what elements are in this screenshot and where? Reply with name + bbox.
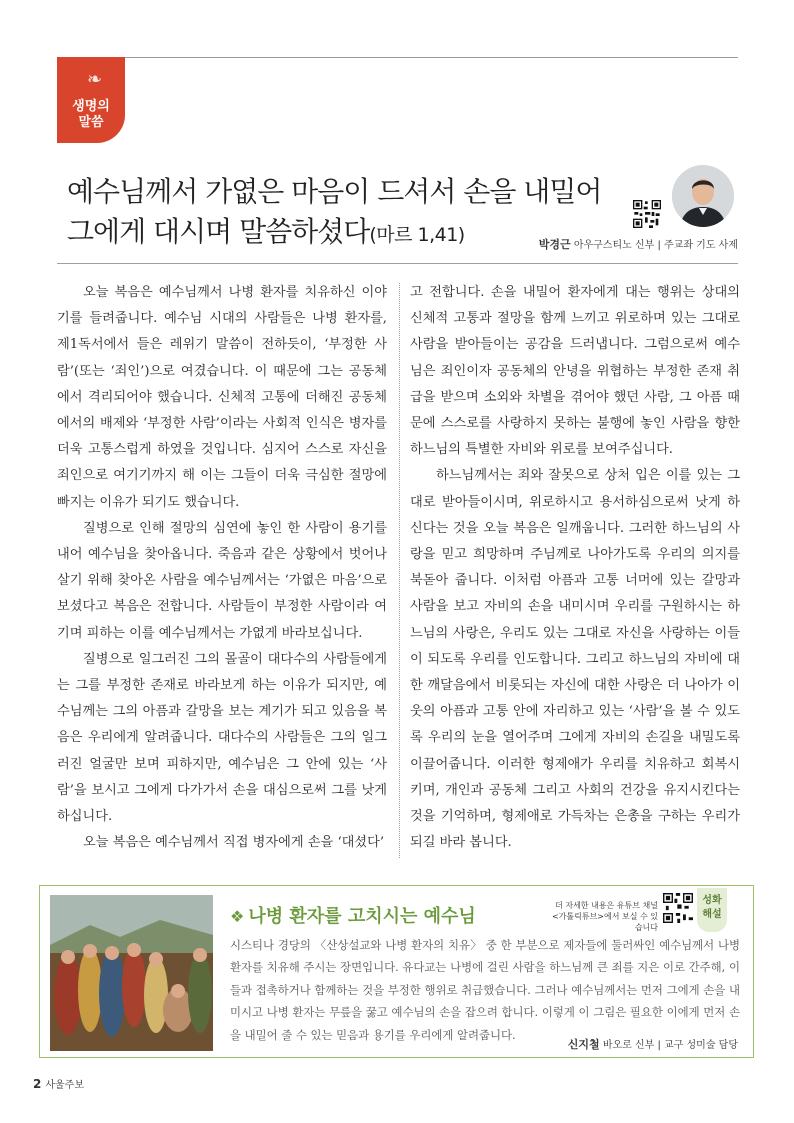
author-title: 아우구스티노 신부 | 주교좌 기도 사제	[573, 240, 738, 251]
article-column-right	[410, 280, 740, 856]
palette-icon: ❖	[230, 907, 245, 926]
youtube-note-line2: <가톨릭튜브>에서 보실 수 있습니다	[551, 912, 658, 932]
sidebar-title	[230, 902, 476, 928]
author-photo	[672, 165, 734, 227]
youtube-qr-code-icon[interactable]	[663, 893, 693, 923]
title-line-2-text: 그에게 대시며 말씀하셨다	[67, 215, 370, 248]
page-number: 2	[33, 1077, 42, 1091]
sidebar-author-title: 바오로 신부 | 교구 성미술 담당	[602, 1040, 738, 1051]
publication-name: 사울주보	[45, 1080, 84, 1091]
header-rule	[57, 263, 738, 264]
top-rule	[57, 57, 738, 58]
paragraph: 하느님께서는 죄와 잘못으로 상처 입은 이를 있는 그대로 받아들이시며, 위로하시고 용서하심으로써 낫게 하신다는 것을 오늘 복음은 일깨웁니다. 그러한 하느님의 사랑을 믿고 희망하며 주님께로 나아가도록 우리의 의지를 북돋아 줍니다. 이처럼 아픔과 고통 너머에 있는 갈망과 사람을 보고 자비의 손을 내미시며 우리를 구원하시는 하느님의 사랑은, 우리도 있는 그대로 자신을 사랑하는 이들이 되도록 우리를 인도합니다. 그리고 하느님의 자비에 대한 깨달음에서 비롯되는 자신에 대한 사랑은 더 나아가 이웃의 아픔과 고통 안에 자리하고 있는 ‘사람’을 볼 수 있도록 우리의 눈을 열어주며 그에게 자비의 손길을 내밀도록 이끌어줍니다. 이러한 형제애가 우리를 치유하고 회복시키며, 개인과 공동체 그리고 사회의 건강을 유지시킨다는 것을 기억하며, 형제애로 가득차는 은총을 구하는 우리가 되길 바라 봅니다.	[410, 468, 740, 851]
article-column-left	[57, 280, 387, 856]
title-line-1: 예수님께서 가엾은 마음이 드셔서 손을 내밀어	[67, 175, 602, 208]
column-divider	[399, 283, 400, 858]
paragraph-continued: 고 전합니다. 손을 내밀어 환자에게 대는 행위는 상대의 신체적 고통과 절망을 함께 느끼고 위로하며 있는 그대로 사람을 받아들이는 공감을 드러냅니다. 그럼으로써 예수님은 죄인이자 공동체의 안녕을 위협하는 부정한 존재 취급을 받으며 소외와 차별을 겪어야 했던 사람, 그 아픔 때문에 스스로를 사랑하지 못하는 불행에 놓인 사람을 향한 하느님의 특별한 자비와 위로를 보여주십니다.	[410, 285, 740, 458]
paragraph: 오늘 복음은 예수님께서 나병 환자를 치유하신 이야기를 들려줍니다. 예수님 시대의 사람들은 나병 환자를, 제1독서에서 들은 레위기 말씀이 전하듯이, ‘부정한 사람’(또는 ‘죄인’)으로 여겼습니다. 이 때문에 그는 공동체에서 격리되어야 했습니다. 신체적 고통에 더해진 공동체에서의 배제와 ‘부정한 사람’이라는 사회적 인식은 병자를 더욱 고통스럽게 하였을 것입니다. 심지어 스스로 자신을 죄인으로 여기기까지 해 이는 그들이 더욱 극심한 절망에 빠지는 이유가 되기도 했습니다.	[57, 285, 387, 510]
badge-line1: 성화	[702, 895, 722, 906]
author-name: 박경근	[538, 238, 571, 251]
sidebar-text: 시스티나 경당의 〈산상설교와 나병 환자의 치유〉 중 한 부분으로 제자들에 둘러싸인 예수님께서 나병 환자를 치유해 주시는 장면입니다. 유다교는 나병에 걸린 사람을 하느님께 큰 죄를 지은 이로 간주해, 이들과 접촉하거나 함께하는 것을 부정한 행위로 취급했습니다. 그러나 예수님께서는 먼저 그에게 손을 내미시고 나병 환자는 무릎을 꿇고 예수님의 손을 잡으려 합니다. 이렇게 이 그림은 필요한 이에게 먼저 손을 내밀어 줄 수 있는 믿음과 용기를 우리에게 알려줍니다.	[230, 938, 740, 1042]
dove-icon: ❧	[87, 69, 103, 90]
badge-line2: 해설	[702, 909, 722, 920]
sidebar-title-text: 나병 환자를 고치시는 예수님	[248, 906, 476, 927]
paragraph: 질병으로 인해 절망의 심연에 놓인 한 사람이 용기를 내어 예수님을 찾아옵니다. 죽음과 같은 상황에서 벗어나 살기 위해 찾아온 사람을 예수님께서는 ‘가엾은 마음’으로 보셨다고 복음은 전합니다. 사람들이 부정한 사람이라 여기며 피하는 이를 예수님께서는 가엾게 바라보십니다.	[57, 520, 387, 641]
paragraph: 오늘 복음은 예수님께서 직접 병자에게 손을 ‘대셨다’	[83, 835, 385, 851]
section-tag-label	[57, 99, 125, 131]
sidebar-author-name: 신지철	[567, 1038, 600, 1051]
author-byline	[520, 236, 738, 252]
sidebar-author	[520, 1036, 738, 1052]
commentary-badge	[697, 888, 727, 932]
section-tag-line1: 생명의	[72, 99, 110, 114]
youtube-note	[548, 900, 658, 933]
paragraph: 질병으로 일그러진 그의 몰골이 대다수의 사람들에게는 그를 부정한 존재로 바라보게 하는 이유가 되지만, 예수님께는 그의 아픔과 갈망을 보는 계기가 되고 있음을 복음은 우리에게 알려줍니다. 대다수의 사람들은 그의 일그러진 얼굴만 보며 피하지만, 예수님은 그 안에 있는 ‘사람’을 보시고 그에게 다가가서 손을 대심으로써 그를 낫게 하십니다.	[57, 651, 387, 825]
page-footer	[33, 1076, 84, 1091]
section-tag	[57, 57, 125, 143]
youtube-note-line1: 더 자세한 내용은 유튜브 채널	[555, 901, 658, 910]
section-tag-line2: 말씀	[78, 115, 104, 130]
painting-image	[50, 895, 213, 1051]
title-citation: (마르 1,41)	[369, 224, 465, 246]
qr-code-icon[interactable]	[633, 200, 661, 228]
